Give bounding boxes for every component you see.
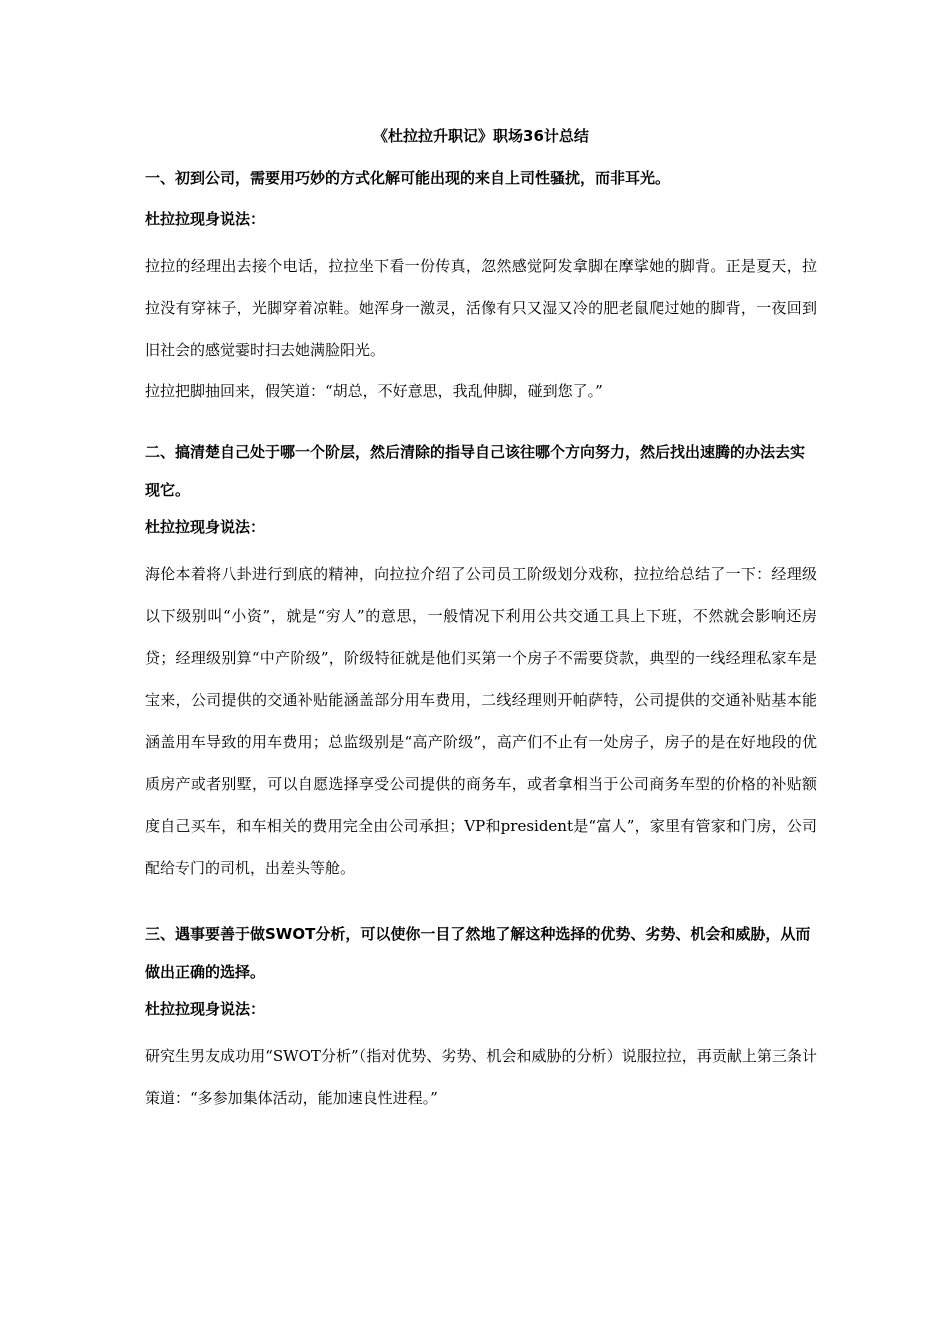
section-3-heading: 三、遇事要善于做SWOT分析，可以使你一目了然地了解这种选择的优势、劣势、机会和威胁，从而做出正确的选择。	[145, 925, 811, 981]
section-1-paragraph-2: 拉拉把脚抽回来，假笑道：“胡总，不好意思，我乱伸脚，碰到您了。”	[145, 382, 603, 400]
section-gap	[145, 405, 817, 433]
section-1-subheading: 杜拉拉现身说法：	[145, 210, 266, 228]
document-page	[145, 122, 817, 1119]
section-2-subheading: 杜拉拉现身说法：	[145, 518, 266, 536]
section-2-heading: 二、搞清楚自己处于哪一个阶层，然后清除的指导自己该往哪个方向努力，然后找出速腾的办法去实现它。	[145, 443, 806, 499]
section-1-heading: 一、初到公司，需要用巧妙的方式化解可能出现的来自上司性骚扰，而非耳光。	[145, 169, 671, 187]
section-2-paragraph-1: 海伦本着将八卦进行到底的精神，向拉拉介绍了公司员工阶级划分戏称，拉拉给总结了一下：经理级以下级别叫“小资”，就是“穷人”的意思，一般情况下利用公共交通工具上下班，不然就会影响还房贷；经理级别算“中产阶级”，阶级特征就是他们买第一个房子不需要贷款，典型的一线经理私家车是宝来，公司提供的交通补贴能涵盖部分用车费用，二线经理则开帕萨特，公司提供的交通补贴基本能涵盖用车导致的用车费用；总监级别是“高产阶级”，高产们不止有一处房子，房子的是在好地段的优质房产或者别墅，可以自愿选择享受公司提供的商务车，或者拿相当于公司商务车型的价格的补贴额度自己买车，和车相关的费用完全由公司承担；VP和president是“富人”，家里有管家和门房，公司配给专门的司机，出差头等舱。	[145, 565, 817, 877]
section-gap	[145, 889, 817, 915]
document-title: 《杜拉拉升职记》职场36计总结	[373, 127, 589, 145]
section-1-paragraph-1: 拉拉的经理出去接个电话，拉拉坐下看一份传真，忽然感觉阿发拿脚在摩挲她的脚背。正是夏天，拉拉没有穿袜子，光脚穿着凉鞋。她浑身一激灵，活像有只又湿又冷的肥老鼠爬过她的脚背，一夜回到旧社会的感觉霎时扫去她满脸阳光。	[145, 257, 817, 359]
section-3-paragraph-1: 研究生男友成功用“SWOT分析”（指对优势、劣势、机会和威胁的分析）说服拉拉，再贡献上第三条计策道：“多参加集体活动，能加速良性进程。”	[145, 1047, 817, 1107]
section-3-subheading: 杜拉拉现身说法：	[145, 1000, 266, 1018]
